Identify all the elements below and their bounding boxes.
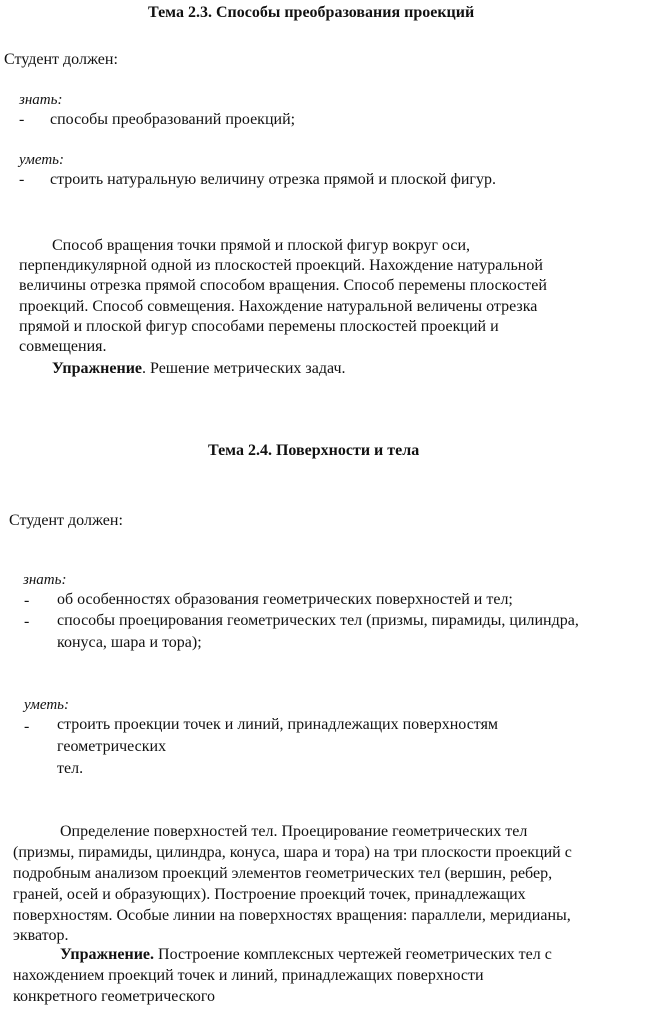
topic-2-body-line: экватор.: [13, 927, 69, 944]
topic-2-know-item: способы проецирования геометрических тел (призмы, пирамиды, цилиндра,: [57, 612, 579, 629]
topic-1-body-line: Способ вращения точки прямой и плоской фигур вокруг оси,: [52, 237, 471, 254]
exercise-label: Упражнение.: [60, 946, 155, 963]
topic-1-know-item: способы преобразований проекций;: [50, 111, 296, 128]
topic-2-know-item-cont: конуса, шара и тора);: [57, 634, 202, 651]
topic-2-body-line: граней, осей и образующих). Построение проекций точек, принадлежащих: [13, 886, 526, 903]
topic-2-student-must: Студент должен:: [9, 512, 123, 529]
topic-1-body-line: проекций. Способ совмещения. Нахождение натуральной величены отрезка: [19, 298, 538, 315]
topic-2-can-item-cont: геометрических: [57, 738, 167, 755]
topic-2-can-label: уметь:: [24, 697, 69, 713]
topic-1-body-line: перпендикулярной одной из плоскостей проекций. Нахождение натуральной: [19, 257, 543, 274]
exercise-text: Построение комплексных чертежей геометрических тел с: [154, 946, 552, 963]
topic-2-body-line: Определение поверхностей тел. Проецирование геометрических тел: [60, 823, 528, 840]
topic-1-can-label: уметь:: [19, 152, 64, 168]
topic-2-know-item: об особенностях образования геометрических поверхностей и тел;: [57, 591, 513, 608]
list-dash: -: [24, 613, 30, 630]
topic-2-exercise-line: конкретного геометрического: [13, 988, 216, 1005]
topic-2-know-label: знать:: [23, 572, 67, 588]
topic-2-title: Тема 2.4. Поверхности и тела: [208, 442, 420, 459]
topic-2-body-line: подробным анализом проекций элементов геометрических тел (вершин, ребер,: [13, 865, 553, 882]
list-dash: -: [24, 592, 30, 609]
list-dash: -: [19, 171, 25, 188]
exercise-label: Упражнение: [52, 360, 143, 377]
topic-2-exercise-line: нахождением проекций точек и линий, принадлежащих поверхности: [13, 967, 484, 984]
topic-1-know-label: знать:: [19, 92, 63, 108]
topic-1-body-line: величины отрезка прямой способом вращения. Способ перемены плоскостей: [19, 277, 547, 294]
topic-1-student-must: Студент должен:: [4, 51, 118, 68]
topic-2-body-line: поверхностям. Особые линии на поверхностях вращения: параллели, меридианы,: [13, 907, 571, 924]
topic-1-body-line: совмещения.: [19, 338, 107, 355]
exercise-text: . Решение метрических задач.: [142, 360, 346, 377]
topic-2-can-item: строить проекции точек и линий, принадлежащих поверхностям: [57, 716, 499, 733]
topic-2-body-line: (призмы, пирамиды, цилиндра, конуса, шара и тора) на три плоскости проекций с: [13, 844, 572, 861]
topic-1-title: Тема 2.3. Способы преобразования проекций: [148, 4, 475, 21]
topic-1-body-line: прямой и плоской фигур способами перемены плоскостей проекций и: [19, 318, 499, 335]
topic-2-exercise: [60, 945, 552, 965]
topic-1-can-item: строить натуральную величину отрезка прямой и плоской фигур.: [50, 171, 496, 188]
list-dash: -: [19, 111, 25, 128]
list-dash: -: [24, 718, 30, 735]
topic-1-exercise: [52, 359, 345, 379]
topic-2-can-item-cont: тел.: [57, 760, 84, 777]
